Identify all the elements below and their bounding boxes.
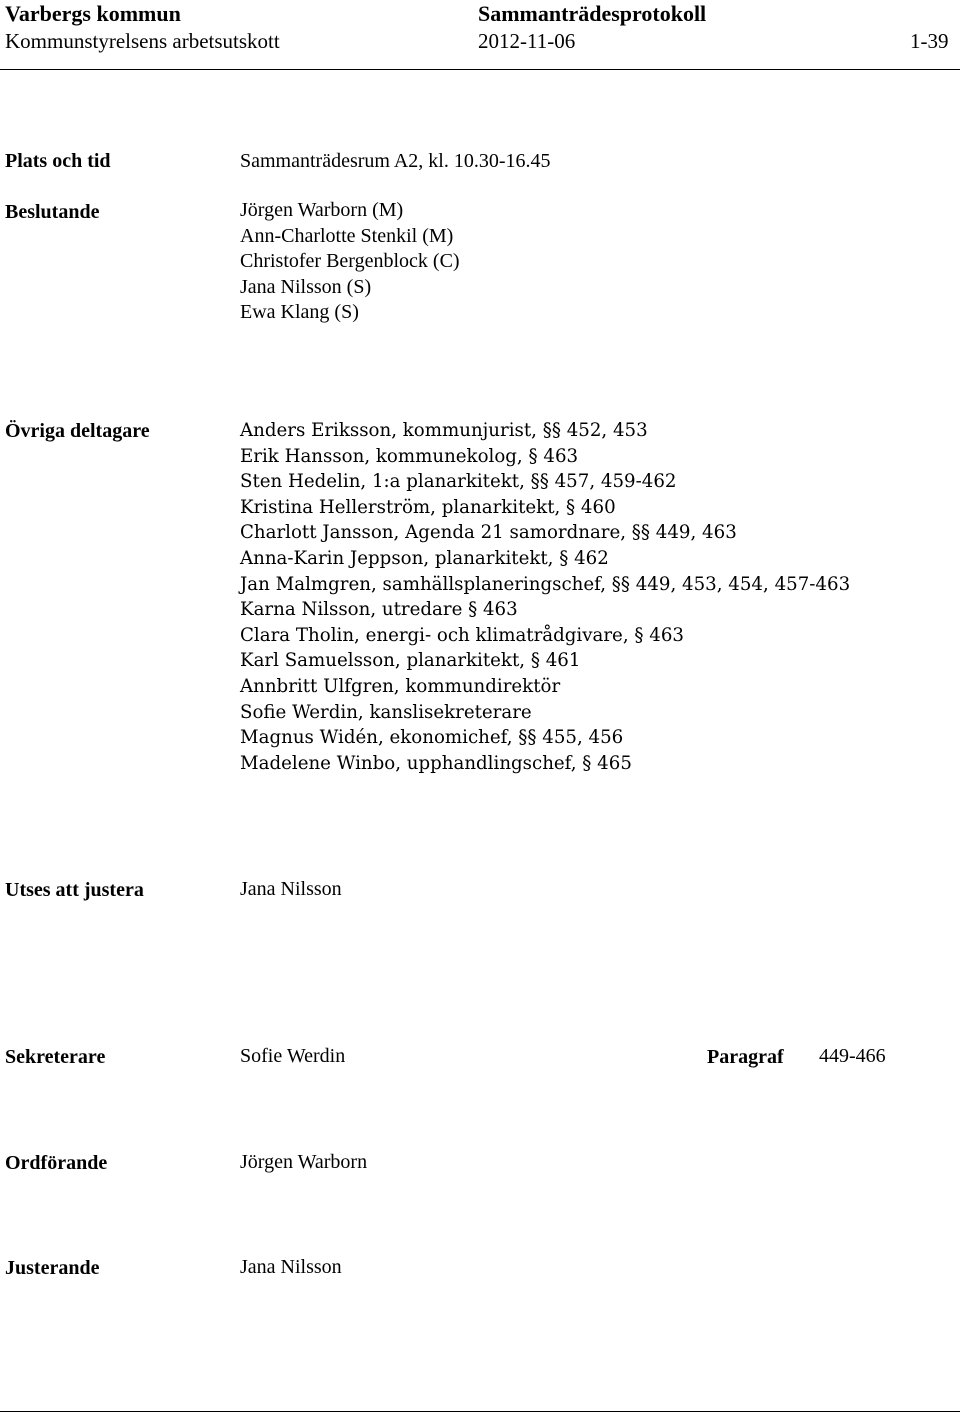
paragraph-value: 449-466 [819,1045,886,1067]
adjuster-value: Jana Nilsson [240,1256,342,1278]
page-range: 1-39 [910,29,949,53]
secretary-value: Sofie Werdin [240,1045,346,1067]
secretary-label: Sekreterare [5,1046,106,1068]
list-item: Sten Hedelin, 1:a planarkitekt, §§ 457, 459-462 [240,471,677,493]
list-item: Anders Eriksson, kommunjurist, §§ 452, 453 [240,420,648,441]
list-item: Christofer Bergenblock (C) [240,250,460,272]
footer-divider [0,1411,960,1412]
list-item: Karl Samuelsson, planarkitekt, § 461 [240,650,581,672]
other-participants-label: Övriga deltagare [5,420,150,442]
decision-makers-label: Beslutande [5,201,100,223]
list-item: Madelene Winbo, upphandlingschef, § 465 [240,752,632,774]
header-divider [0,69,960,70]
chair-value: Jörgen Warborn [240,1151,368,1173]
chair-label: Ordförande [5,1152,108,1174]
venue-value: Sammanträdesrum A2, kl. 10.30-16.45 [240,150,551,172]
paragraph-label: Paragraf [707,1046,784,1068]
adjuster-appointed-label: Utses att justera [5,879,144,901]
meeting-date: 2012-11-06 [478,29,576,53]
adjuster-appointed-value: Jana Nilsson [240,878,342,900]
list-item: Ewa Klang (S) [240,301,359,323]
list-item: Kristina Hellerström, planarkitekt, § 460 [240,496,616,518]
list-item: Erik Hansson, kommunekolog, § 463 [240,445,579,467]
list-item: Karna Nilsson, utredare § 463 [240,599,518,621]
adjuster-label: Justerande [5,1257,100,1279]
decision-makers-list [240,198,460,326]
list-item: Ann-Charlotte Stenkil (M) [240,224,454,247]
list-item: Clara Tholin, energi- och klimatrådgivare, § 463 [240,624,684,646]
list-item: Annbritt Ulfgren, kommundirektör [240,675,561,697]
list-item: Magnus Widén, ekonomichef, §§ 455, 456 [240,727,624,749]
other-participants-list [240,418,850,776]
document-type: Sammanträdesprotokoll [478,1,707,26]
list-item: Anna-Karin Jeppson, planarkitekt, § 462 [240,547,609,569]
municipality-name: Varbergs kommun [5,1,181,26]
venue-label: Plats och tid [5,150,111,172]
list-item: Jörgen Warborn (M) [240,199,404,221]
committee-name: Kommunstyrelsens arbetsutskott [5,29,280,53]
list-item: Jan Malmgren, samhällsplaneringschef, §§ 449, 453, 454, 457-463 [240,573,851,595]
list-item: Sofie Werdin, kanslisekreterare [240,701,532,723]
list-item: Jana Nilsson (S) [240,275,372,298]
list-item: Charlott Jansson, Agenda 21 samordnare, §§ 449, 463 [240,522,737,544]
